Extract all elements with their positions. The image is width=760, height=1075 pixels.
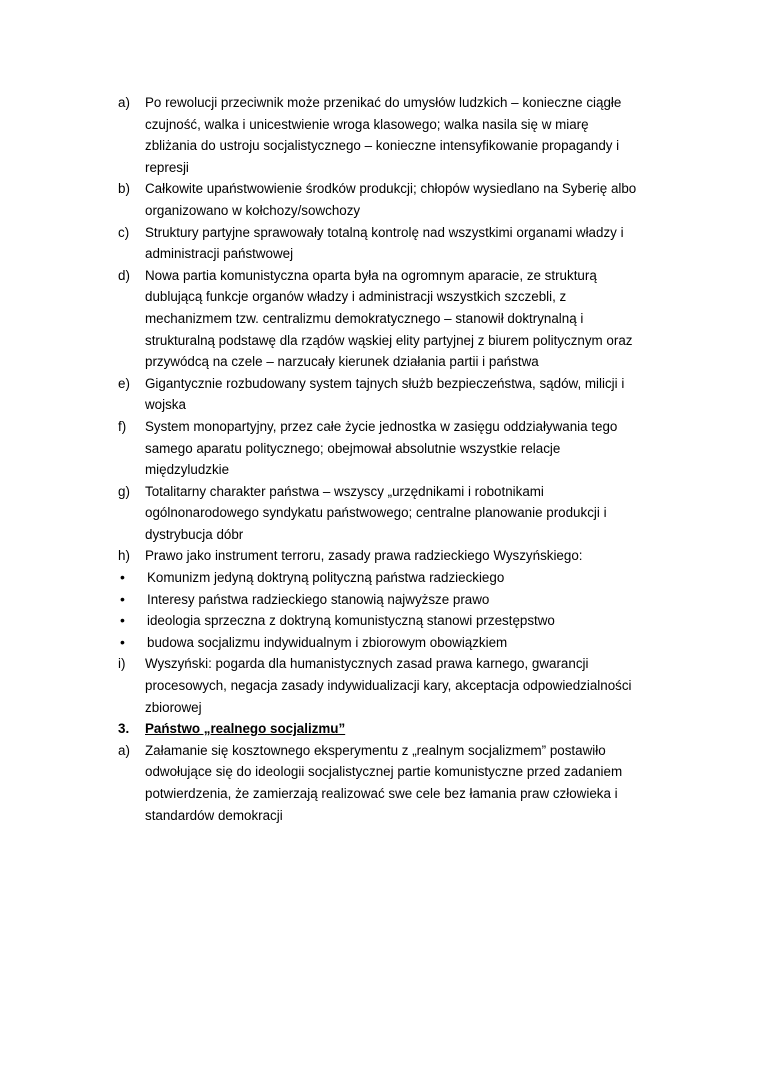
item-marker: b) [118, 181, 130, 197]
item-marker: e) [118, 375, 130, 391]
item-text: Załamanie się kosztownego eksperymentu z „realnym socjalizmem” postawiło odwołujące się do ideologii socjalistycznej partie komunistyczne przed zadaniem potwierdzenia, że zamierzają realizować swe cele bez łamania praw człowieka i standardów demokracji [145, 742, 623, 823]
item-marker: f) [118, 418, 127, 434]
item-marker: h) [118, 548, 130, 564]
item-text: Prawo jako instrument terroru, zasady prawa radzieckiego Wyszyńskiego: [145, 548, 583, 564]
item-text: Interesy państwa radzieckiego stanowią najwyższe prawo [147, 591, 490, 607]
item-text: Wyszyński: pogarda dla humanistycznych zasad prawa karnego, gwarancji procesowych, negacja zasady indywidualizacji kary, akceptacja odpowiedzialności zbiorowej [145, 656, 632, 715]
list-item-g [118, 481, 638, 546]
list-item-d [118, 265, 638, 373]
outline-list [118, 92, 638, 826]
bullet-icon: • [120, 569, 125, 586]
item-text: Nowa partia komunistyczna oparta była na ogromnym aparacie, ze strukturą dublującą funkcje organów władzy i administracji wszystkich szczebli, z mechanizmem tzw. centralizmu demokratycznego – stanowił doktrynalną i strukturalną podstawę dla rządów wąskiej elity partyjnej z biurem politycznym oraz przywódcą na czele – narzucały kierunek działania partii i państwa [145, 267, 633, 370]
item-marker: i) [118, 656, 126, 672]
bullet-item [118, 567, 638, 589]
item-text: Całkowite upaństwowienie środków produkcji; chłopów wysiedlano na Syberię albo organizowano w kołchozy/sowchozy [145, 181, 637, 218]
item-marker: d) [118, 267, 130, 283]
list-item-i [118, 653, 638, 718]
item-text: System monopartyjny, przez całe życie jednostka w zasięgu oddziaływania tego samego aparatu politycznego; obejmował absolutnie wszystkie relacje międzyludzkie [145, 418, 618, 478]
bullet-icon: • [120, 590, 125, 607]
item-text: Po rewolucji przeciwnik może przenikać do umysłów ludzkich – konieczne ciągłe czujność, walka i unicestwienie wroga klasowego; walka nasila się w miarę zbliżania do ustroju socjalistycznego – konieczne intensyfikowanie propagandy i represji [145, 95, 622, 175]
list-item-a [118, 740, 638, 826]
bullet-item [118, 610, 638, 632]
item-text: Komunizm jedyną doktryną polityczną państwa radzieckiego [147, 570, 505, 586]
list-item-c [118, 222, 638, 265]
section-title: Państwo „realnego socjalizmu” [145, 721, 346, 737]
item-text: Struktury partyjne sprawowały totalną kontrolę nad wszystkimi organami władzy i administracji państwowej [145, 224, 624, 262]
bullet-item [118, 589, 638, 611]
item-text: Gigantycznie rozbudowany system tajnych służb bezpieczeństwa, sądów, milicji i wojska [145, 375, 625, 413]
item-text: Totalitarny charakter państwa – wszyscy „urzędnikami i robotnikami ogólnonarodowego syndykatu państwowego; centralne planowanie produkcji i dystrybucja dóbr [145, 483, 607, 542]
item-text: budowa socjalizmu indywidualnym i zbiorowym obowiązkiem [147, 634, 508, 650]
list-item-a [118, 92, 638, 178]
section-number: 3. [118, 721, 130, 737]
item-marker: g) [118, 483, 130, 499]
item-text: ideologia sprzeczna z doktryną komunistyczną stanowi przestępstwo [147, 613, 555, 629]
list-item-b [118, 178, 638, 221]
item-marker: a) [118, 742, 130, 758]
item-marker: c) [118, 224, 130, 240]
item-marker: a) [118, 95, 130, 110]
bullet-icon: • [120, 612, 125, 629]
bullet-item [118, 632, 638, 654]
list-item-h [118, 545, 638, 567]
section-heading [118, 718, 638, 740]
list-item-e [118, 373, 638, 416]
bullet-icon: • [120, 633, 125, 650]
list-item-f [118, 416, 638, 481]
